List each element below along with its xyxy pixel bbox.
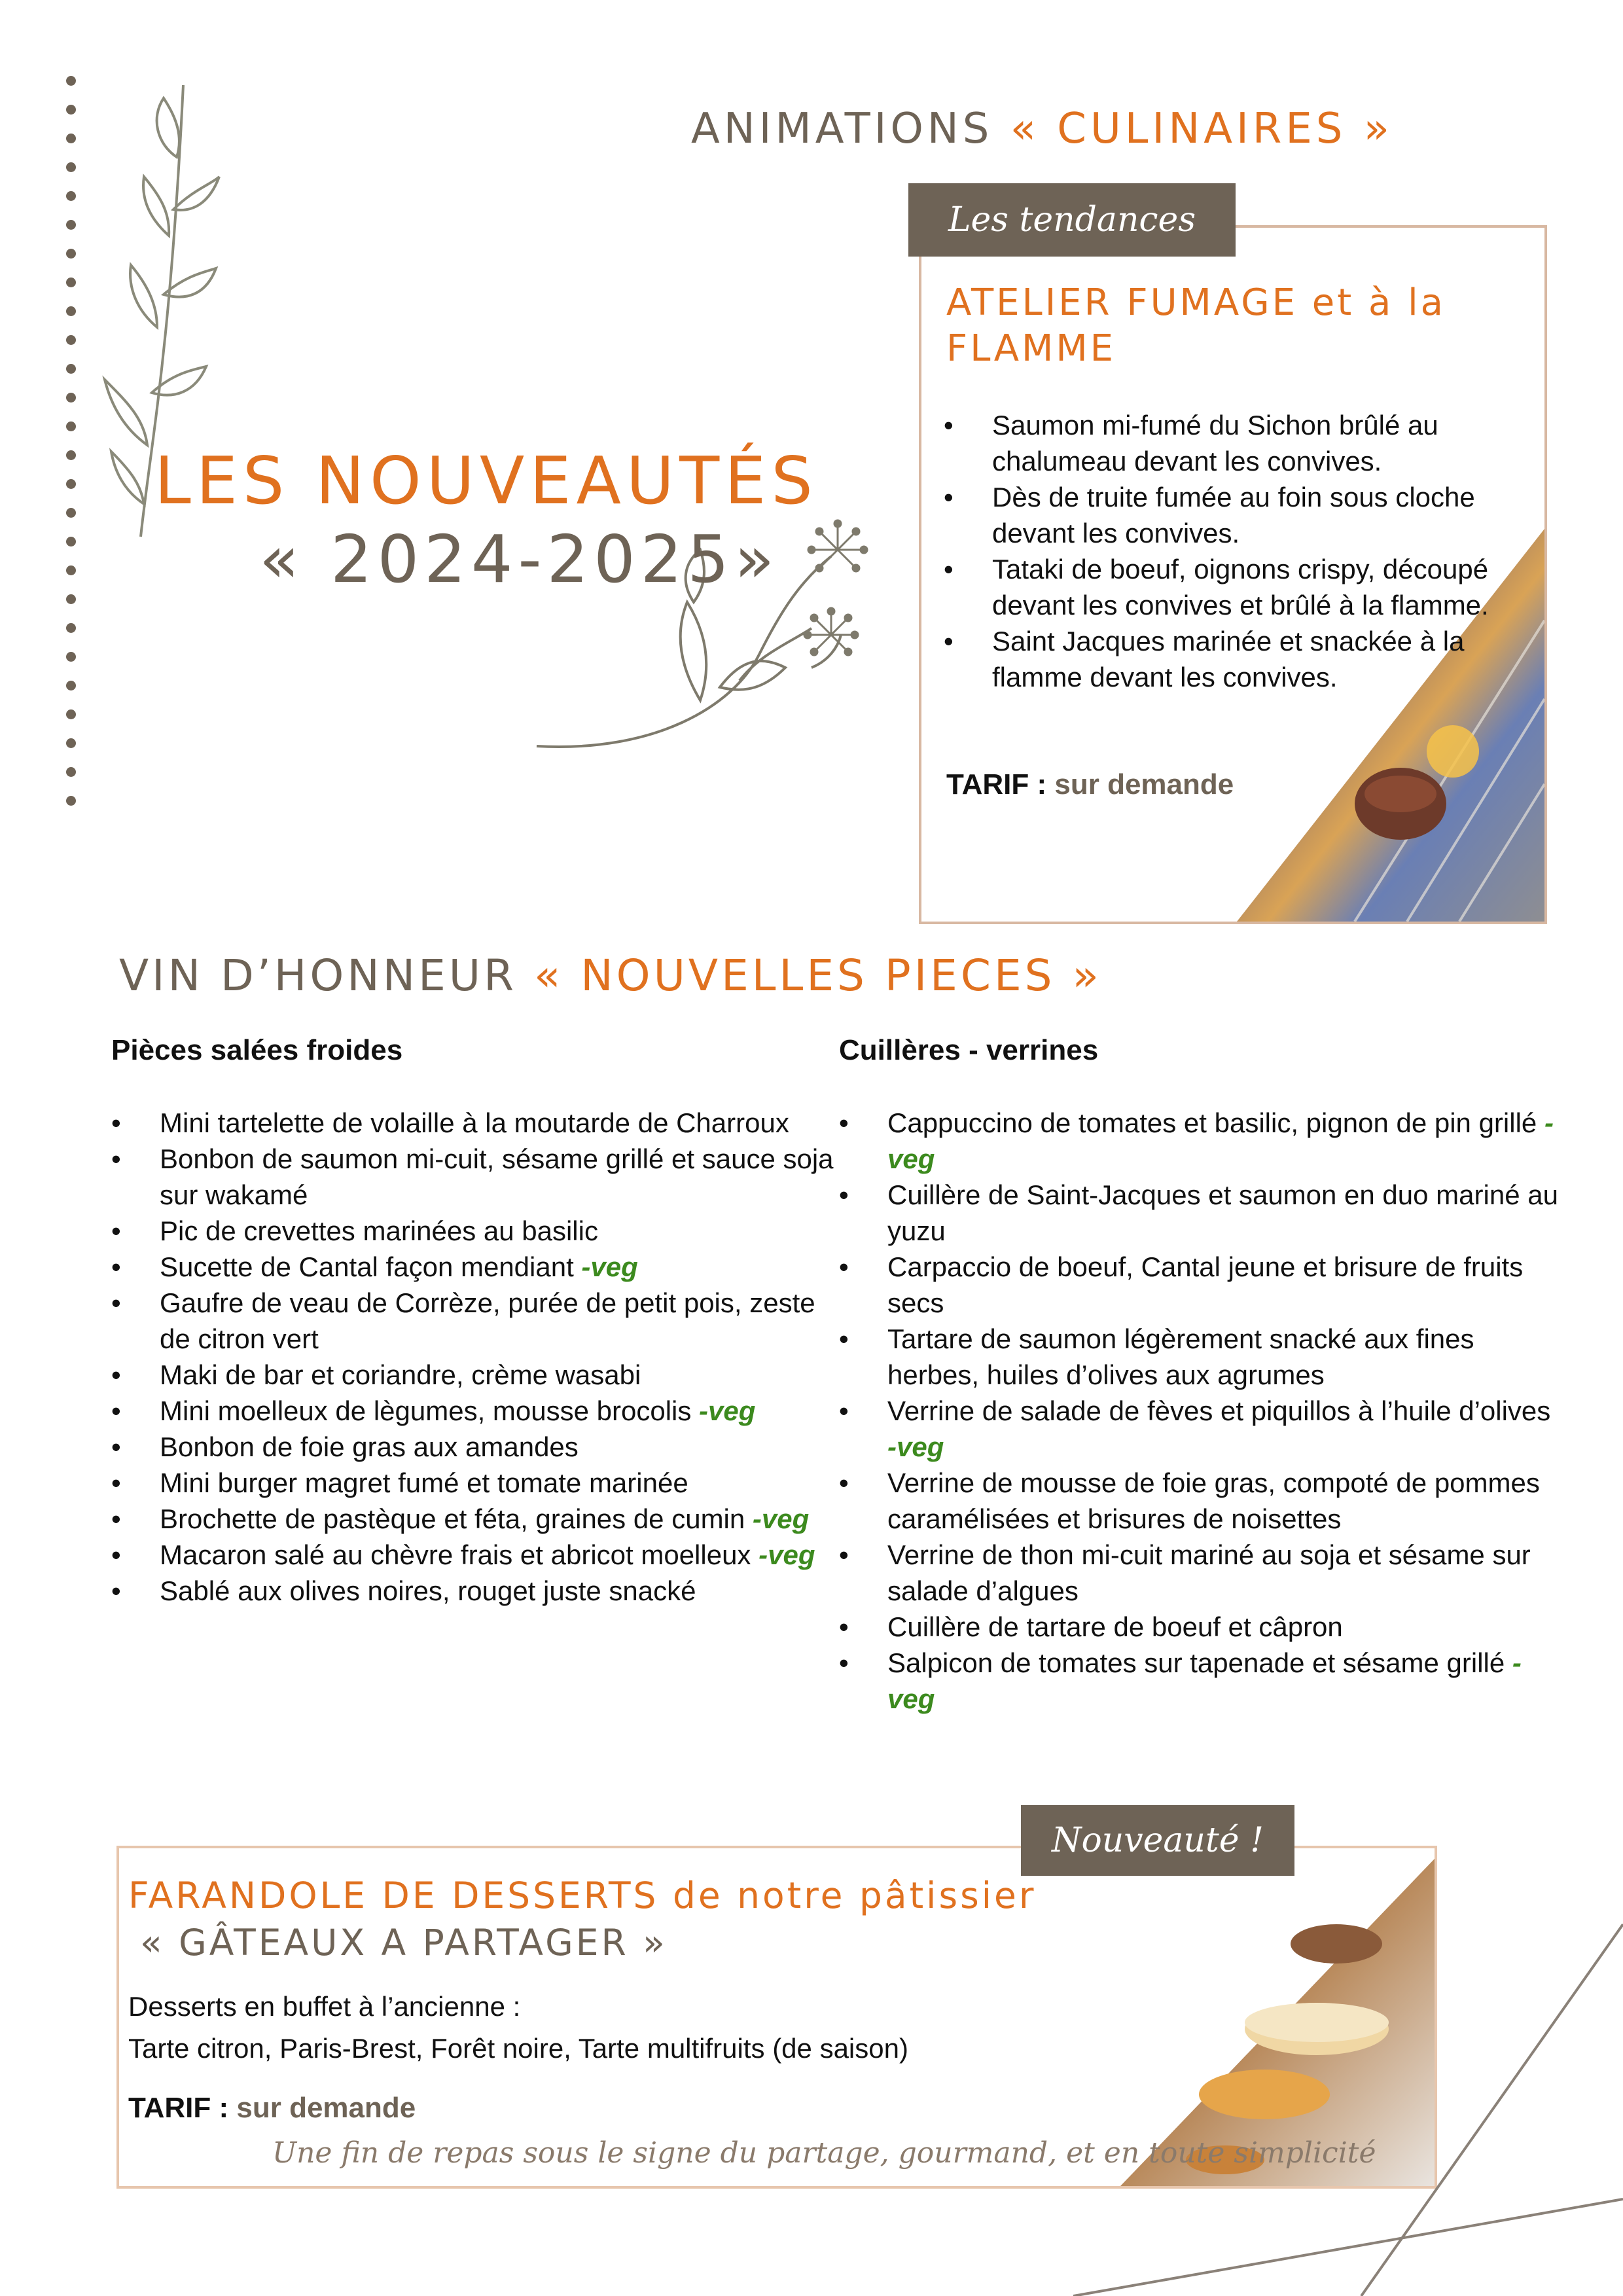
desserts-subtitle: « GÂTEAUX A PARTAGER » (140, 1922, 668, 1964)
veg-badge: -veg (887, 1431, 944, 1462)
list-item: • Bonbon de foie gras aux amandes (111, 1429, 838, 1465)
list-item: • Saumon mi-fumé du Sichon brûlé au chalumeau devant les convives. (944, 407, 1520, 479)
veg-badge: -veg (887, 1647, 1522, 1714)
verrines-list (839, 1105, 1565, 1717)
tarif-value: sur demande (236, 2092, 416, 2124)
nouveautes-years: « 2024-2025» (259, 521, 780, 598)
vin-heading-highlight: « NOUVELLES PIECES » (533, 950, 1102, 1001)
list-item: • Sablé aux olives noires, rouget juste snacké (111, 1573, 838, 1609)
list-item: • Macaron salé au chèvre frais et abricot moelleux -veg (111, 1537, 838, 1573)
list-item: • Brochette de pastèque et féta, graines de cumin -veg (111, 1501, 838, 1537)
list-item: • Sucette de Cantal façon mendiant -veg (111, 1249, 838, 1285)
salees-list (111, 1105, 838, 1609)
column-title-verrines: Cuillères - verrines (839, 1034, 1099, 1066)
veg-badge: -veg (758, 1539, 815, 1570)
list-item: • Verrine de salade de fèves et piquillos à l’huile d’olives -veg (839, 1393, 1565, 1465)
vin-heading-label: VIN D’HONNEUR (119, 950, 517, 1001)
list-item: • Saint Jacques marinée et snackée à la flamme devant les convives. (944, 623, 1520, 695)
list-item: • Pic de crevettes marinées au basilic (111, 1213, 838, 1249)
animations-label: ANIMATIONS (691, 105, 993, 153)
list-item: • Cappuccino de tomates et basilic, pignon de pin grillé -veg (839, 1105, 1565, 1177)
vin-heading (119, 950, 1102, 1001)
list-item: • Mini burger magret fumé et tomate marinée (111, 1465, 838, 1501)
tarif-value: sur demande (1054, 768, 1234, 800)
list-item: • Verrine de mousse de foie gras, compoté de pommes caramélisées et brisures de noisettes (839, 1465, 1565, 1537)
desserts-title (128, 1872, 1110, 1966)
veg-badge: -veg (581, 1251, 638, 1282)
list-item: • Salpicon de tomates sur tapenade et sésame grillé -veg (839, 1645, 1565, 1717)
tarif-label: TARIF : (128, 2092, 229, 2124)
desserts-description (128, 1986, 1110, 2070)
list-item: • Gaufre de veau de Corrèze, purée de petit pois, zeste de citron vert (111, 1285, 838, 1357)
desserts-tarif (128, 2092, 416, 2125)
column-title-salees: Pièces salées froides (111, 1034, 403, 1066)
desserts-slogan: Une fin de repas sous le signe du partage, gourmand, et en toute simplicité (272, 2136, 1376, 2170)
dotted-margin-decoration (63, 76, 79, 888)
list-item: • Bonbon de saumon mi-cuit, sésame grillé et sauce soja sur wakamé (111, 1141, 838, 1213)
list-item: • Tataki de boeuf, oignons crispy, découpé devant les convives et brûlé à la flamme. (944, 551, 1520, 623)
nouveaute-tag: Nouveauté ! (1021, 1805, 1294, 1876)
nouveautes-title: LES NOUVEAUTÉS (154, 442, 818, 519)
list-item: • Cuillère de Saint-Jacques et saumon en duo mariné au yuzu (839, 1177, 1565, 1249)
list-item: • Maki de bar et coriandre, crème wasabi (111, 1357, 838, 1393)
list-item: • Tartare de saumon légèrement snacké aux fines herbes, huiles d’olives aux agrumes (839, 1321, 1565, 1393)
list-item: • Mini tartelette de volaille à la moutarde de Charroux (111, 1105, 838, 1141)
list-item: • Dès de truite fumée au foin sous cloche devant les convives. (944, 479, 1520, 551)
desserts-intro: Desserts en buffet à l’ancienne : (128, 1991, 521, 2022)
veg-badge: -veg (887, 1107, 1554, 1174)
animations-heading (691, 105, 1393, 153)
veg-badge: -veg (699, 1395, 756, 1426)
tarif-label: TARIF : (946, 768, 1047, 800)
desserts-title-rest: de notre pâtissier (672, 1874, 1037, 1916)
list-item: • Carpaccio de boeuf, Cantal jeune et brisure de fruits secs (839, 1249, 1565, 1321)
veg-badge: -veg (752, 1503, 810, 1534)
desserts-title-highlight: FARANDOLE DE DESSERTS (128, 1874, 659, 1916)
tendances-tarif (946, 768, 1234, 801)
tendances-tag: Les tendances (908, 183, 1236, 257)
atelier-title: ATELIER FUMAGE et à la FLAMME (946, 281, 1446, 370)
atelier-list (944, 407, 1520, 695)
animations-highlight: « CULINAIRES » (1010, 105, 1393, 153)
list-item: • Cuillère de tartare de boeuf et câpron (839, 1609, 1565, 1645)
desserts-list: Tarte citron, Paris-Brest, Forêt noire, Tarte multifruits (de saison) (128, 2033, 908, 2064)
list-item: • Mini moelleux de lègumes, mousse brocolis -veg (111, 1393, 838, 1429)
list-item: • Verrine de thon mi-cuit mariné au soja et sésame sur salade d’algues (839, 1537, 1565, 1609)
corner-lines-decoration (1021, 1885, 1623, 2296)
